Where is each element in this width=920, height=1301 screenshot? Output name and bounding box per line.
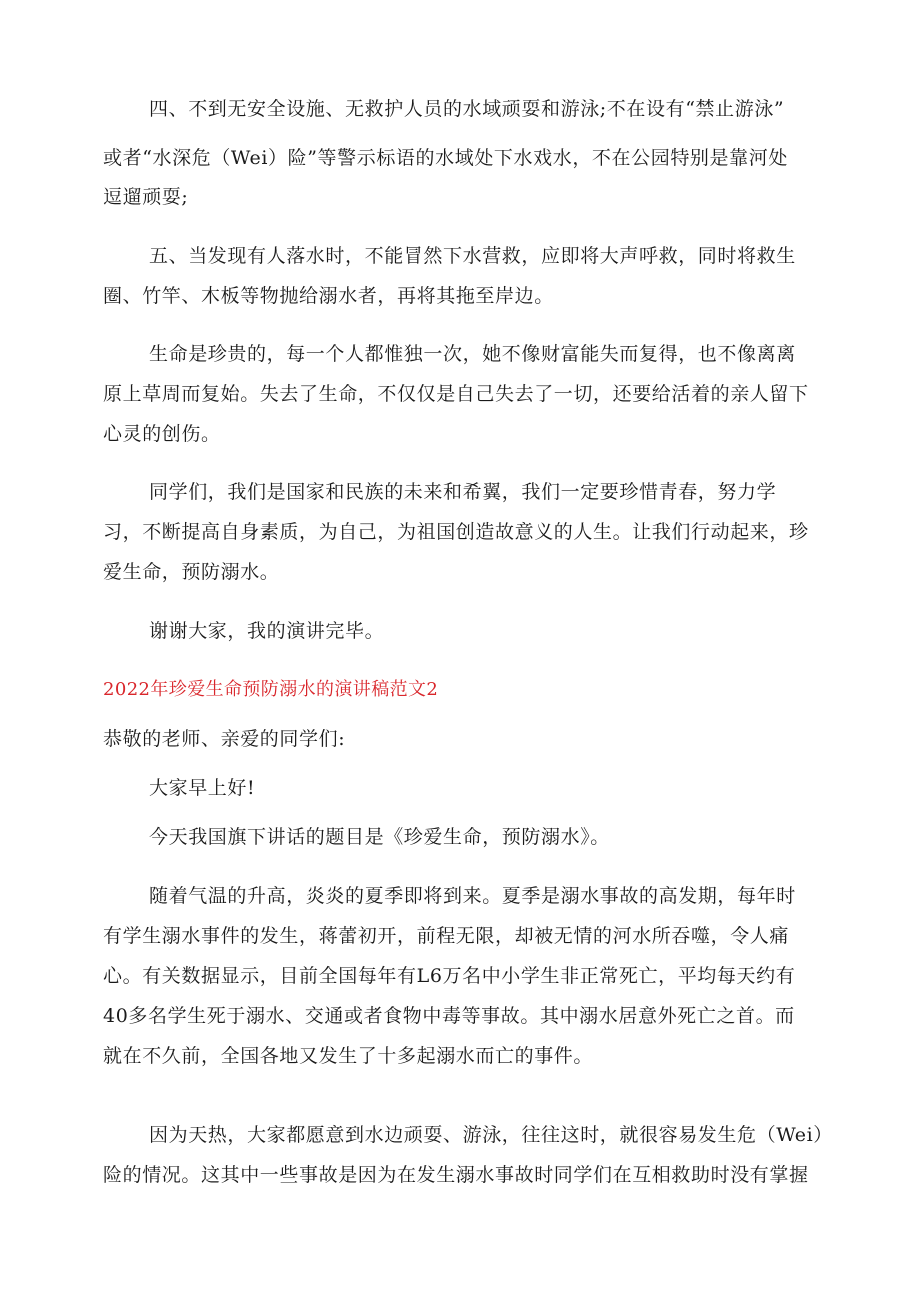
paragraph-line: 四、不到无安全设施、无救护人员的水域顽耍和游泳;不在设有“禁止游泳” [149, 98, 785, 120]
paragraph-line: 有学生溺水事件的发生，蒋蕾初开，前程无限，却被无情的河水所吞噬，令人痛 [103, 925, 790, 947]
paragraph-line: 因为天热，大家都愿意到水边顽耍、游泳，往往这时，就很容易发生危（Wei） [149, 1124, 833, 1146]
paragraph-line: 爱生命，预防溺水。 [103, 561, 280, 583]
paragraph-line: 原上草周而复始。失去了生命，不仅仅是自己失去了一切，还要给活着的亲人留下 [103, 383, 809, 405]
paragraph-line: 五、当发现有人落水时，不能冒然下水营救，应即将大声呼救，同时将救生 [149, 245, 796, 267]
section-heading: 2022年珍爱生命预防溺水的演讲稿范文2 [103, 679, 439, 700]
paragraph-line: 逗遛顽耍; [103, 186, 189, 208]
paragraph-line: 40多名学生死于溺水、交通或者食物中毒等事故。其中溺水居意外死亡之首。而 [103, 1005, 795, 1027]
paragraph-line: 心。有关数据显示，目前全国每年有L6万名中小学生非正常死亡，平均每天约有 [103, 965, 796, 987]
paragraph-line: 谢谢大家，我的演讲完毕。 [149, 620, 385, 642]
paragraph-line: 今天我国旗下讲话的题目是《珍爱生命，预防溺水》。 [149, 826, 610, 848]
paragraph-line: 同学们，我们是国家和民族的未来和希翼，我们一定要珍惜青春，努力学 [149, 481, 777, 503]
salutation: 恭敬的老师、亲爱的同学们: [103, 728, 346, 750]
paragraph-line: 圈、竹竿、木板等物抛给溺水者，再将其拖至岸边。 [103, 285, 554, 307]
paragraph-line: 生命是珍贵的，每一个人都惟独一次，她不像财富能失而复得，也不像离离 [149, 343, 796, 365]
greeting: 大家早上好! [149, 777, 256, 799]
paragraph-line: 就在不久前，全国各地又发生了十多起溺水而亡的事件。 [103, 1045, 594, 1067]
paragraph-line: 随着气温的升高，炎炎的夏季即将到来。夏季是溺水事故的高发期，每年时 [149, 885, 796, 907]
paragraph-line: 心灵的创伤。 [103, 423, 221, 445]
paragraph-line: 险的情况。这其中一些事故是因为在发生溺水事故时同学们在互相救助时没有掌握 [103, 1164, 809, 1186]
paragraph-line: 习，不断提高自身素质，为自己，为祖国创造故意义的人生。让我们行动起来，珍 [103, 521, 809, 543]
paragraph-line: 或者“水深危（Wei）险”等警示标语的水域处下水戏水，不在公园特别是靠河处 [103, 147, 788, 169]
